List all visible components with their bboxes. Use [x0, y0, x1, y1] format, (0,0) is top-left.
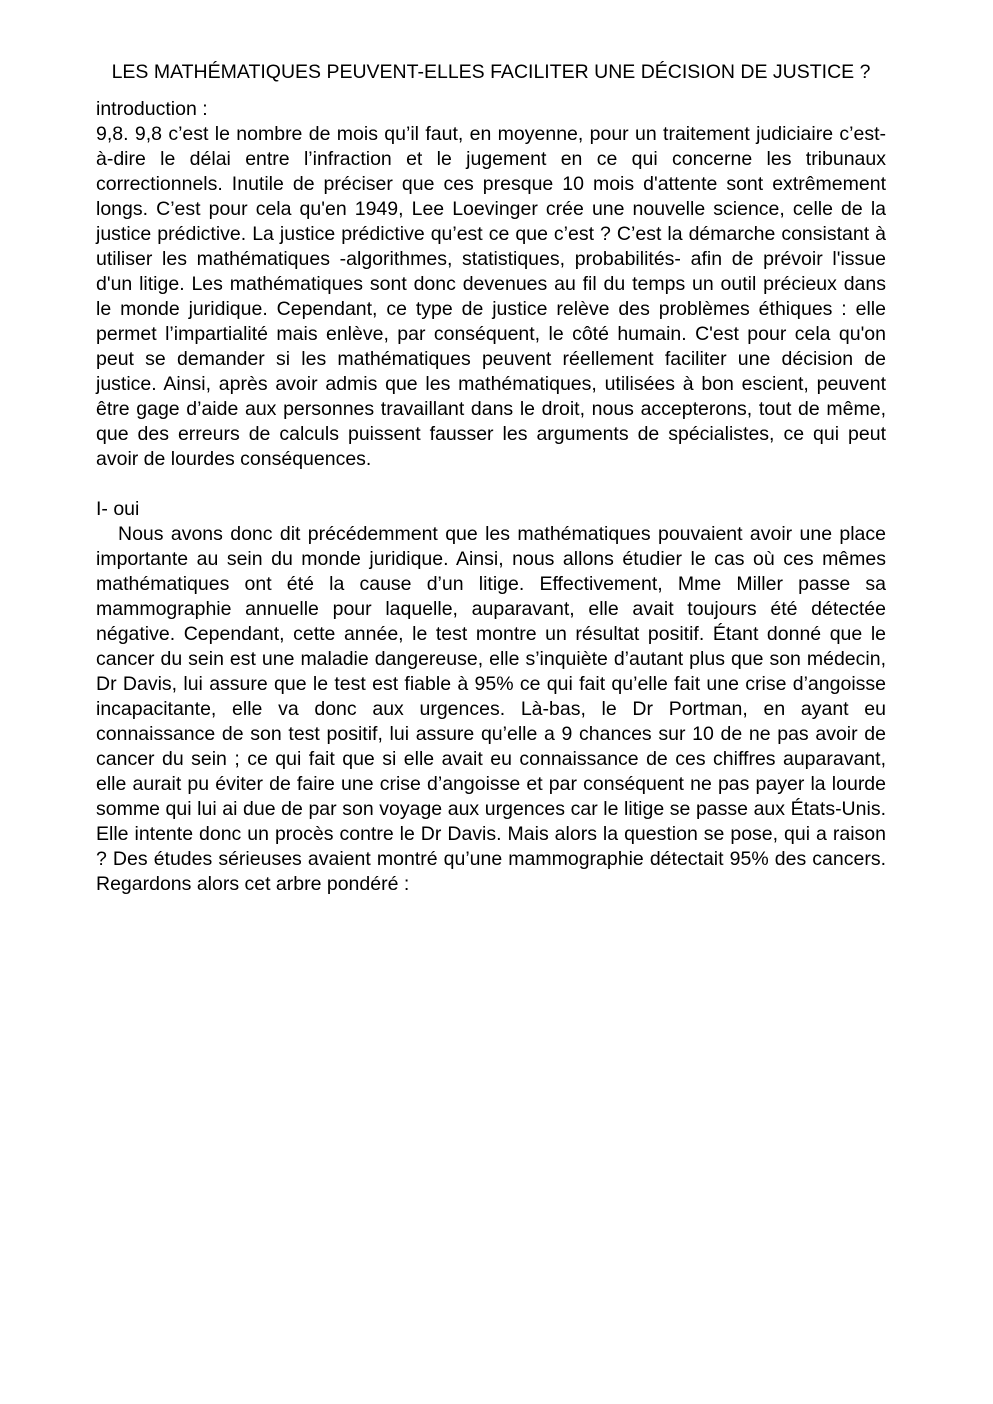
part-one-paragraph: Nous avons donc dit précédemment que les mathématiques pouvaient avoir une place importante au sein du monde juridique. Ainsi, nous allons étudier le cas où ces mêmes mathématiques ont été la cause d’un litige. Effectivement, Mme Miller passe sa mammographie annuelle pour laquelle, auparavant, elle avait toujours été détectée négative. Cependant, cette année, le test montre un résultat positif. Étant donné que le cancer du sein est une maladie dangereuse, elle s’inquiète d’autant plus que son médecin, Dr Davis, lui assure que le test est fiable à 95% ce qui fait qu’elle fait une crise d’angoisse incapacitante, elle va donc aux urgences. Là-bas, le Dr Portman, en ayant eu connaissance de son test positif, lui assure qu’elle a 9 chances sur 10 de ne pas avoir de cancer du sein ; ce qui fait que si elle avait eu connaissance de ces chiffres auparavant, elle aurait pu éviter de faire une crise d’angoisse et par conséquent ne pas payer la lourde somme qui lui ai due de par son voyage aux urgences car le litige se passe aux États-Unis. Elle intente donc un procès contre le Dr Davis. Mais alors la question se pose, qui a raison ? Des études sérieuses avaient montré qu’une mammographie détectait 95% des cancers. Regardons alors cet arbre pondéré :	[96, 523, 886, 895]
document-page	[96, 60, 886, 897]
section-spacer	[96, 472, 886, 497]
introduction-paragraph: 9,8. 9,8 c’est le nombre de mois qu’il faut, en moyenne, pour un traitement judiciaire c’est-à-dire le délai entre l’infraction et le jugement en ce qui concerne les tribunaux correctionnels. Inutile de préciser que ces presque 10 mois d'attente sont extrêmement longs. C’est pour cela qu'en 1949, Lee Loevinger crée une nouvelle science, celle de la justice prédictive. La justice prédictive qu’est ce que c’est ? C’est la démarche consistant à utiliser les mathématiques -algorithmes, statistiques, probabilités- afin de prévoir l'issue d'un litige. Les mathématiques sont donc devenues au fil du temps un outil précieux dans le monde juridique. Cependant, ce type de justice relève des problèmes éthiques : elle permet l’impartialité mais enlève, par conséquent, le côté humain. C'est pour cela qu'on peut se demander si les mathématiques peuvent réellement faciliter une décision de justice. Ainsi, après avoir admis que les mathématiques, utilisées à bon escient, peuvent être gage d’aide aux personnes travaillant dans le droit, nous accepterons, tout de même, que des erreurs de calculs puissent fausser les arguments de spécialistes, ce qui peut avoir de lourdes conséquences.	[96, 123, 886, 470]
part-one-label: I- oui	[96, 498, 140, 520]
introduction-label: introduction :	[96, 98, 208, 120]
page-title: LES MATHÉMATIQUES PEUVENT-ELLES FACILITER UNE DÉCISION DE JUSTICE ?	[111, 61, 871, 83]
